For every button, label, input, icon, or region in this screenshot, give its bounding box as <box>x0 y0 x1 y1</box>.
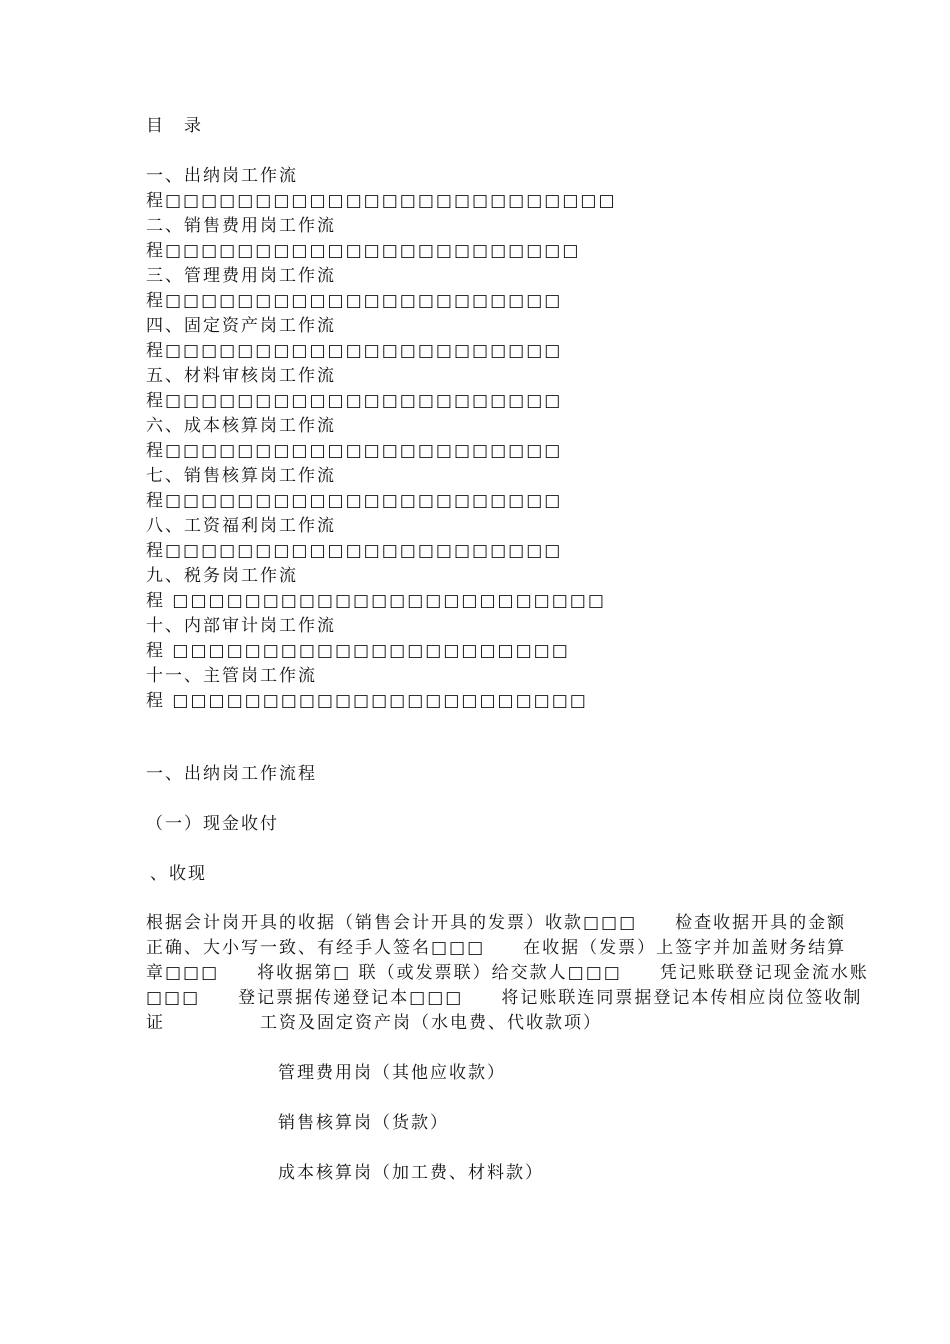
toc-entry-title: 二、销售费用岗工作流 <box>146 216 336 236</box>
toc-entry-title: 一、出纳岗工作流 <box>146 166 298 186</box>
route-item: 成本核算岗（加工费、材料款） <box>278 1163 544 1183</box>
paragraph-line: 根据会计岗开具的收据（销售会计开具的发票）收款□□□ 检查收据开具的金额 <box>146 913 847 933</box>
toc-entry-title: 七、销售核算岗工作流 <box>146 466 336 486</box>
toc-entry-leader: 程 □□□□□□□□□□□□□□□□□□□□□□□ <box>146 691 588 711</box>
toc-entry-leader: 程□□□□□□□□□□□□□□□□□□□□□□ <box>146 341 563 361</box>
paragraph-line: 章□□□ 将收据第□ 联（或发票联）给交款人□□□ 凭记账联登记现金流水账 <box>146 963 869 983</box>
toc-entry-title: 五、材料审核岗工作流 <box>146 366 336 386</box>
paragraph-line: □□□ 登记票据传递登记本□□□ 将记账联连同票据登记本传相应岗位签收制 <box>146 988 863 1008</box>
toc-entry-leader: 程□□□□□□□□□□□□□□□□□□□□□□ <box>146 391 563 411</box>
paragraph-line: 正确、大小写一致、有经手人签名□□□ 在收据（发票）上签字并加盖财务结算 <box>146 938 847 958</box>
route-item: 管理费用岗（其他应收款） <box>278 1063 506 1083</box>
toc-entry-leader: 程□□□□□□□□□□□□□□□□□□□□□□□□□ <box>146 191 617 211</box>
toc-entry-leader: 程□□□□□□□□□□□□□□□□□□□□□□ <box>146 491 563 511</box>
toc-entry-title: 八、工资福利岗工作流 <box>146 516 336 536</box>
section-title: 一、出纳岗工作流程 <box>146 764 317 784</box>
toc-entry-title: 十、内部审计岗工作流 <box>146 616 336 636</box>
toc-entry-title: 六、成本核算岗工作流 <box>146 416 336 436</box>
subsection-title: （一）现金收付 <box>146 814 279 834</box>
toc-heading: 目 录 <box>146 116 203 136</box>
paragraph-line: 证 工资及固定资产岗（水电费、代收款项） <box>146 1013 602 1033</box>
toc-entry-leader: 程□□□□□□□□□□□□□□□□□□□□□□□ <box>146 241 581 261</box>
toc-entry-title: 十一、主管岗工作流 <box>146 666 317 686</box>
route-item: 销售核算岗（货款） <box>278 1113 449 1133</box>
toc-entry-leader: 程 □□□□□□□□□□□□□□□□□□□□□□ <box>146 641 570 661</box>
toc-entry-title: 九、税务岗工作流 <box>146 566 298 586</box>
item-title: 、收现 <box>150 864 207 884</box>
toc-entry-title: 三、管理费用岗工作流 <box>146 266 336 286</box>
toc-entry-leader: 程□□□□□□□□□□□□□□□□□□□□□□ <box>146 441 563 461</box>
toc-entry-leader: 程 □□□□□□□□□□□□□□□□□□□□□□□□ <box>146 591 606 611</box>
toc-entry-leader: 程□□□□□□□□□□□□□□□□□□□□□□ <box>146 541 563 561</box>
toc-entry-leader: 程□□□□□□□□□□□□□□□□□□□□□□ <box>146 291 563 311</box>
toc-entry-title: 四、固定资产岗工作流 <box>146 316 336 336</box>
